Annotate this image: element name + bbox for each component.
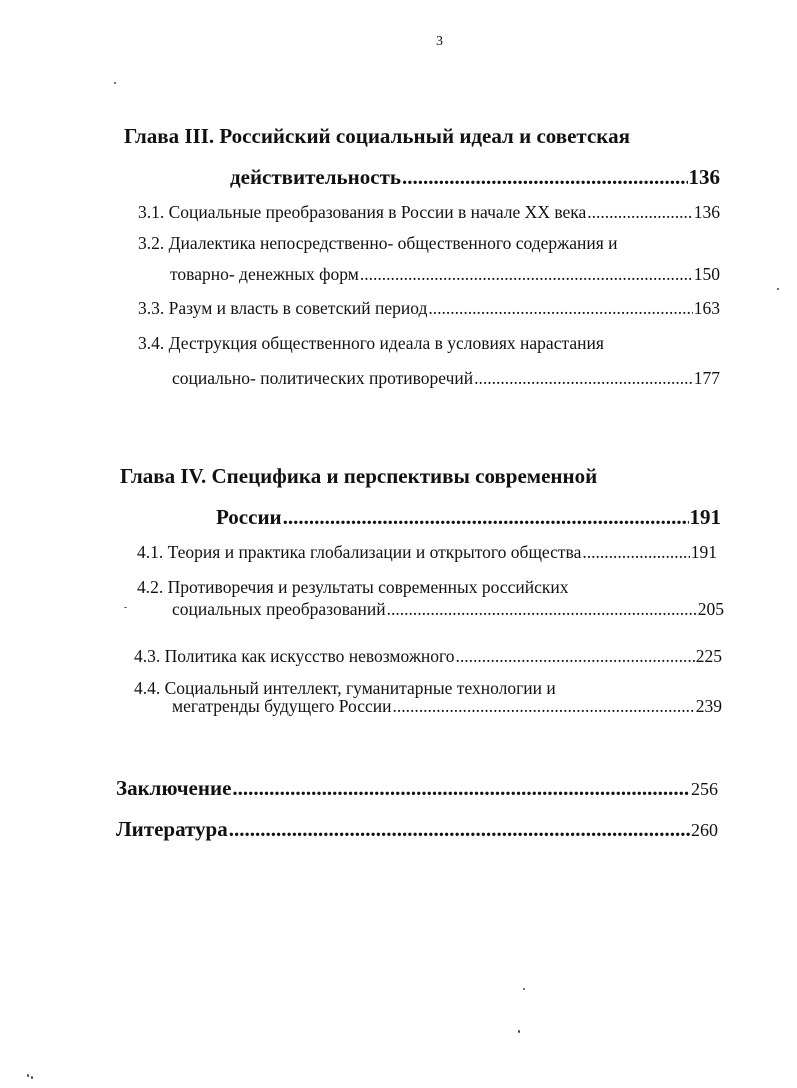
toc-entry-4-2-line1: 4.2. Противоречия и результаты современных российских [137, 577, 569, 597]
toc-entry-3-3 [138, 298, 720, 319]
toc-entry-4-1-page: 191 [690, 542, 717, 562]
scan-speck [27, 1074, 29, 1077]
toc-entry-3-4-line2 [172, 368, 720, 389]
leader-dots [393, 696, 695, 717]
toc-entry-3-2-page: 150 [693, 264, 720, 284]
toc-entry-4-3 [134, 646, 722, 667]
literature-page: 260 [691, 820, 718, 840]
toc-entry-4-1-text: 4.1. Теория и практика глобализации и открытого общества [137, 542, 582, 562]
chapter3-page: 136 [688, 165, 720, 189]
toc-entry-4-4-page: 239 [695, 696, 722, 716]
toc-entry-3-3-text: 3.3. Разум и власть в советский период [138, 298, 428, 318]
toc-entry-4-3-page: 225 [695, 646, 722, 666]
leader-dots [283, 505, 689, 530]
scan-speck [518, 1030, 520, 1033]
chapter4-page: 191 [689, 505, 721, 529]
toc-entry-4-4-line2 [172, 696, 722, 717]
toc-entry-4-1 [137, 542, 717, 563]
toc-entry-literature [116, 817, 718, 842]
chapter3-title-line2 [230, 165, 720, 190]
toc-entry-3-1-text: 3.1. Социальные преобразования в России в начале XX века [138, 202, 587, 222]
toc-entry-3-2-line1: 3.2. Диалектика непосредственно- общественного содержания и [138, 233, 618, 253]
scan-speck [114, 82, 116, 84]
page-number: 3 [436, 34, 443, 49]
leader-dots [474, 368, 693, 389]
chapter4-title-line2 [216, 505, 721, 530]
leader-dots [402, 165, 688, 190]
toc-entry-3-1-page: 136 [693, 202, 720, 222]
leader-dots [229, 817, 690, 842]
leader-dots [387, 599, 697, 620]
literature-label: Литература [116, 817, 228, 841]
toc-entry-4-2-line2 [172, 599, 724, 620]
toc-entry-3-4-line1: 3.4. Деструкция общественного идеала в условиях нарастания [138, 333, 604, 353]
toc-entry-3-3-page: 163 [693, 298, 720, 318]
leader-dots [587, 202, 692, 223]
toc-entry-3-2-line2 [170, 264, 720, 285]
leader-dots [582, 542, 689, 563]
scan-speck [124, 607, 127, 608]
scan-speck [523, 988, 525, 990]
toc-entry-3-1 [138, 202, 720, 223]
chapter3-title-line1: Глава III. Российский социальный идеал и советская [124, 124, 630, 148]
conclusion-page: 256 [691, 779, 718, 799]
chapter3-title-text: действительность [230, 165, 401, 189]
toc-entry-4-4-line1: 4.4. Социальный интеллект, гуманитарные технологии и [134, 678, 556, 698]
leader-dots [232, 776, 690, 801]
chapter4-title-line1: Глава IV. Специфика и перспективы современной [120, 464, 598, 488]
toc-entry-3-4-text: социально- политических противоречий [172, 368, 474, 388]
conclusion-label: Заключение [116, 776, 232, 800]
leader-dots [360, 264, 693, 285]
toc-entry-4-2-text: социальных преобразований [172, 599, 386, 619]
toc-entry-3-2-text: товарно- денежных форм [170, 264, 359, 284]
toc-entry-4-2-page: 205 [697, 599, 724, 619]
toc-entry-4-4-text: мегатренды будущего России [172, 696, 392, 716]
leader-dots [428, 298, 692, 319]
toc-entry-4-3-text: 4.3. Политика как искусство невозможного [134, 646, 455, 666]
toc-entry-conclusion [116, 776, 718, 801]
scan-speck [31, 1076, 33, 1079]
toc-entry-3-4-page: 177 [693, 368, 720, 388]
chapter4-title-text: России [216, 505, 282, 529]
leader-dots [456, 646, 695, 667]
scan-speck [777, 288, 779, 290]
